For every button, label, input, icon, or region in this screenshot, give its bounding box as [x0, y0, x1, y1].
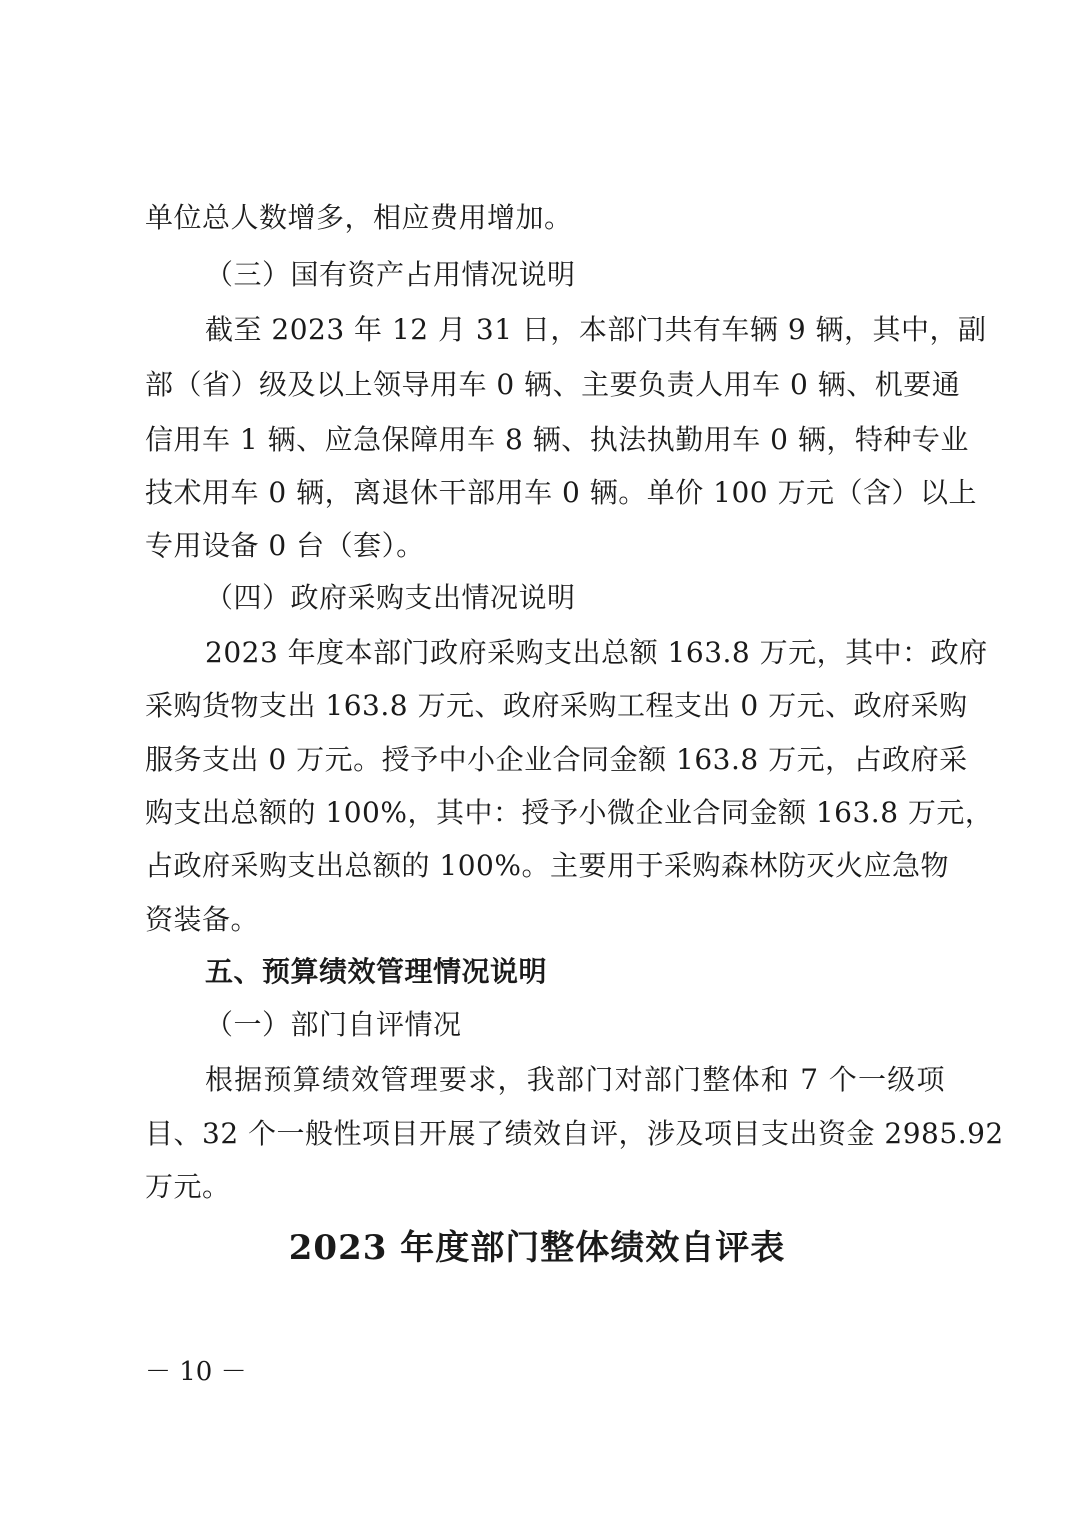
paragraph-line: 部（省）级及以上领导用车 0 辆、主要负责人用车 0 辆、机要通 [145, 368, 961, 401]
paragraph-line: 目、32 个一般性项目开展了绩效自评，涉及项目支出资金 2985.92 [145, 1117, 1004, 1150]
section-heading-performance: 五、预算绩效管理情况说明 [205, 955, 548, 988]
paragraph-line: 购支出总额的 100%，其中：授予小微企业合同金额 163.8 万元， [145, 796, 994, 829]
paragraph-line: 信用车 1 辆、应急保障用车 8 辆、执法执勤用车 0 辆，特种专业 [145, 423, 969, 456]
paragraph-line: 服务支出 0 万元。授予中小企业合同金额 163.8 万元，占政府采 [145, 743, 968, 776]
paragraph-line: 万元。 [145, 1170, 231, 1203]
section-heading-assets: （三）国有资产占用情况说明 [205, 258, 576, 291]
paragraph-line: 资装备。 [145, 903, 260, 936]
paragraph-line: 单位总人数增多，相应费用增加。 [145, 201, 573, 234]
section-heading-procurement: （四）政府采购支出情况说明 [205, 581, 576, 614]
paragraph-line: 采购货物支出 163.8 万元、政府采购工程支出 0 万元、政府采购 [145, 689, 968, 722]
paragraph-line: 占政府采购支出总额的 100%。主要用于采购森林防灭火应急物 [145, 849, 949, 882]
paragraph-line: 根据预算绩效管理要求，我部门对部门整体和 7 个一级项 [205, 1063, 945, 1096]
page-number: － 10 － [145, 1357, 247, 1387]
subsection-heading-self-evaluation: （一）部门自评情况 [205, 1008, 462, 1041]
paragraph-line: 专用设备 0 台（套）。 [145, 529, 425, 562]
table-title: 2023 年度部门整体绩效自评表 [288, 1228, 786, 1268]
paragraph-line: 技术用车 0 辆，离退休干部用车 0 辆。单价 100 万元（含）以上 [145, 476, 977, 509]
paragraph-line: 2023 年度本部门政府采购支出总额 163.8 万元，其中：政府 [205, 636, 988, 669]
paragraph-line: 截至 2023 年 12 月 31 日，本部门共有车辆 9 辆，其中，副 [205, 313, 987, 346]
